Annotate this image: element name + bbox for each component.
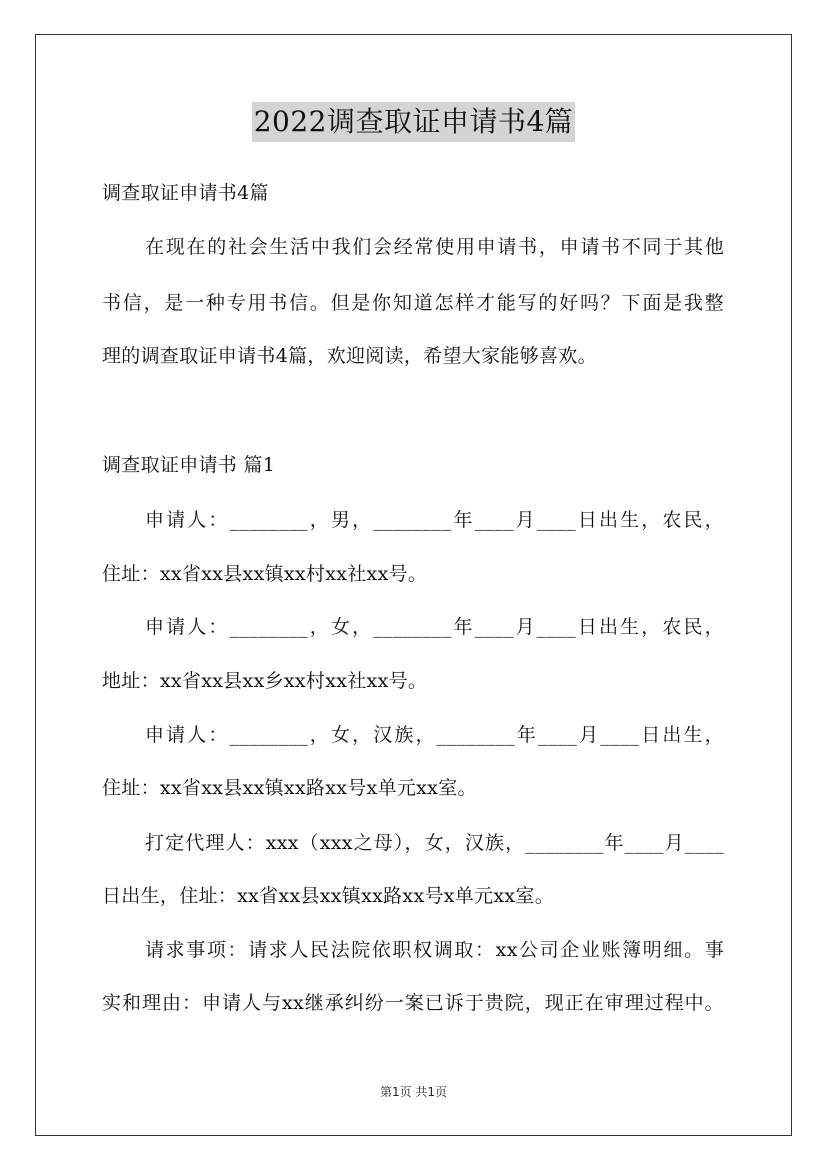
agent-line-2: 日出生，住址：xx省xx县xx镇xx路xx号x单元xx室。 xyxy=(102,885,554,907)
document-subtitle: 调查取证申请书4篇 xyxy=(102,182,269,204)
applicant-2-line-1: 申请人：________，女，________年____月____日出生，农民， xyxy=(145,616,724,638)
request-line-1: 请求事项：请求人民法院依职权调取：xx公司企业账簿明细。事 xyxy=(145,939,724,961)
applicant-3-line-2: 住址：xx省xx县xx镇xx路xx号x单元xx室。 xyxy=(102,777,477,799)
intro-line-2: 书信，是一种专用书信。但是你知道怎样才能写的好吗？下面是我整 xyxy=(102,292,724,314)
agent-line-1: 打定代理人：xxx（xxx之母），女，汉族，________年____月____ xyxy=(145,832,724,854)
document-title: 2022调查取证申请书4篇 xyxy=(252,102,576,142)
page-footer: 第1页 共1页 xyxy=(379,1085,448,1099)
applicant-3-line-1: 申请人：________，女，汉族，________年____月____日出生， xyxy=(145,724,724,746)
applicant-2-line-2: 地址：xx省xx县xx乡xx村xx社xx号。 xyxy=(102,670,428,692)
intro-line-3: 理的调查取证申请书4篇，欢迎阅读，希望大家能够喜欢。 xyxy=(102,345,597,367)
section-heading: 调查取证申请书 篇1 xyxy=(102,454,276,476)
applicant-1-line-1: 申请人：________，男，________年____月____日出生，农民， xyxy=(145,509,724,531)
request-line-2: 实和理由：申请人与xx继承纠纷一案已诉于贵院，现正在审理过程中。 xyxy=(102,992,724,1014)
applicant-1-line-2: 住址：xx省xx县xx镇xx村xx社xx号。 xyxy=(102,563,428,585)
title-wrap xyxy=(0,102,827,142)
intro-line-1: 在现在的社会生活中我们会经常使用申请书，申请书不同于其他 xyxy=(145,236,724,258)
